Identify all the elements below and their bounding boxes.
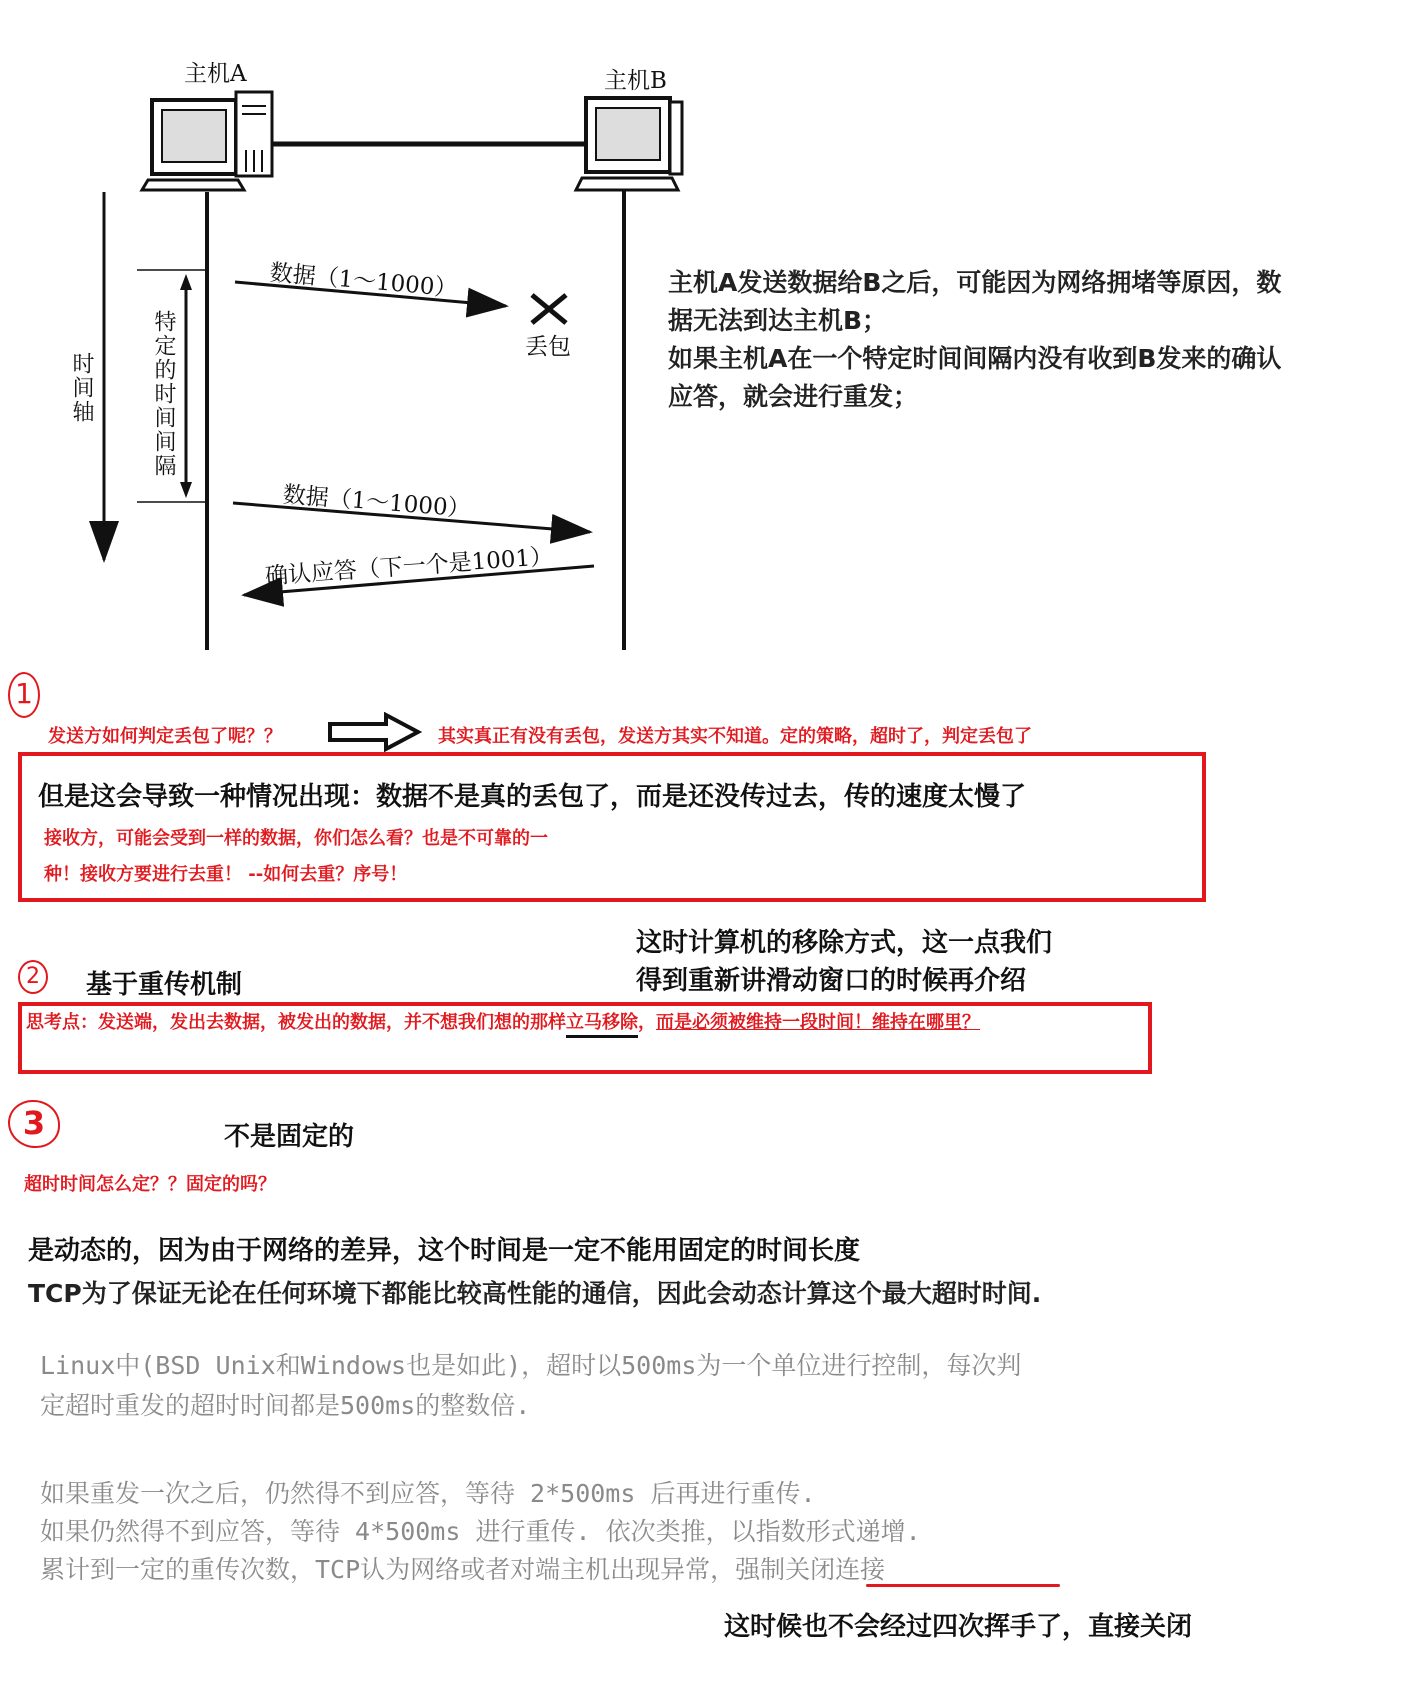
- interval-label: 特定的时间间隔: [151, 310, 176, 478]
- computer-b-icon: [576, 98, 682, 190]
- section-1-marker: 1: [8, 672, 40, 718]
- data-label-2: 数据（1～1000）: [281, 482, 472, 523]
- force-close-underline: [866, 1584, 1060, 1587]
- thinking-point-comma: ，: [638, 1012, 656, 1033]
- not-fixed-answer: 不是固定的: [224, 1122, 355, 1152]
- duplicate-data-statement: 但是这会导致一种情况出现：数据不是真的丢包了，而是还没传过去，传的速度太慢了: [38, 782, 1027, 812]
- description-line-4: 应答，就会进行重发；: [668, 382, 919, 411]
- removal-note-2: 得到重新讲滑动窗口的时候再介绍: [636, 966, 1027, 996]
- hollow-arrow-icon: [326, 712, 422, 752]
- interval-arrow: [180, 274, 192, 498]
- dynamic-timeout-statement: 是动态的，因为由于网络的差异，这个时间是一定不能用固定的时间长度: [28, 1236, 861, 1266]
- host-b-label: 主机B: [604, 68, 667, 94]
- removal-note-1: 这时计算机的移除方式，这一点我们: [636, 928, 1053, 958]
- retry-line-2: 如果仍然得不到应答，等待 4*500ms 进行重传. 依次类推，以指数形式递增.: [40, 1517, 921, 1546]
- lost-x-icon: [532, 295, 566, 323]
- retry-line-1: 如果重发一次之后，仍然得不到应答，等待 2*500ms 后再进行重传.: [40, 1479, 816, 1508]
- packet-loss-answer: 其实真正有没有丢包，发送方其实不知道。定的策略，超时了，判定丢包了: [438, 726, 1032, 747]
- thinking-point-emphasis: 而是必须被维持一段时间！维持在哪里？: [656, 1012, 980, 1033]
- thinking-point-text: 思考点：发送端，发出去数据，被发出的数据，并不想我们想的那样: [26, 1012, 566, 1033]
- linux-timeout-line-2: 定超时重发的超时时间都是500ms的整数倍.: [40, 1391, 531, 1420]
- lost-label: 丢包: [525, 334, 571, 360]
- receiver-note-1: 接收方，可能会受到一样的数据，你们怎么看？也是不可靠的一: [44, 828, 548, 849]
- ack-label: 确认应答（下一个是1001）: [264, 543, 554, 590]
- host-a-label: 主机A: [184, 61, 247, 87]
- computer-a-icon: [142, 92, 272, 190]
- receiver-note-2: 种！接收方要进行去重！ --如何去重？序号！: [44, 864, 408, 885]
- timeout-question: 超时时间怎么定？？固定的吗？: [24, 1174, 276, 1195]
- section-3-marker: 3: [8, 1100, 60, 1148]
- packet-loss-question: 发送方如何判定丢包了呢？？: [48, 726, 282, 747]
- description-line-3: 如果主机A在一个特定时间间隔内没有收到B发来的确认: [668, 344, 1282, 373]
- tcp-dynamic-timeout: TCP为了保证无论在任何环境下都能比较高性能的通信，因此会动态计算这个最大超时时间.: [28, 1279, 1042, 1308]
- force-close-text: 强制关闭连接: [735, 1555, 886, 1584]
- retransmission-title: 基于重传机制: [86, 970, 243, 1000]
- diagram-description: [668, 264, 1408, 416]
- linux-timeout-line-1: Linux中(BSD Unix和Windows也是如此)，超时以500ms为一个单位进行控制，每次判: [40, 1351, 1022, 1380]
- description-line-1: 主机A发送数据给B之后，可能因为网络拥堵等原因，数: [668, 268, 1282, 297]
- data-label-1: 数据（1～1000）: [268, 260, 459, 303]
- thinking-point-highlight: 立马移除: [566, 1012, 638, 1038]
- retry-line-3-text: 累计到一定的重传次数，TCP认为网络或者对端主机出现异常，: [40, 1555, 736, 1584]
- thinking-point: [26, 1008, 980, 1034]
- description-line-2: 据无法到达主机B；: [668, 306, 888, 335]
- retry-line-3: [40, 1550, 885, 1586]
- no-four-way-handshake-note: 这时候也不会经过四次挥手了，直接关闭: [724, 1612, 1193, 1642]
- time-axis-label: 时间轴: [69, 352, 94, 424]
- section-2-marker: 2: [18, 960, 48, 994]
